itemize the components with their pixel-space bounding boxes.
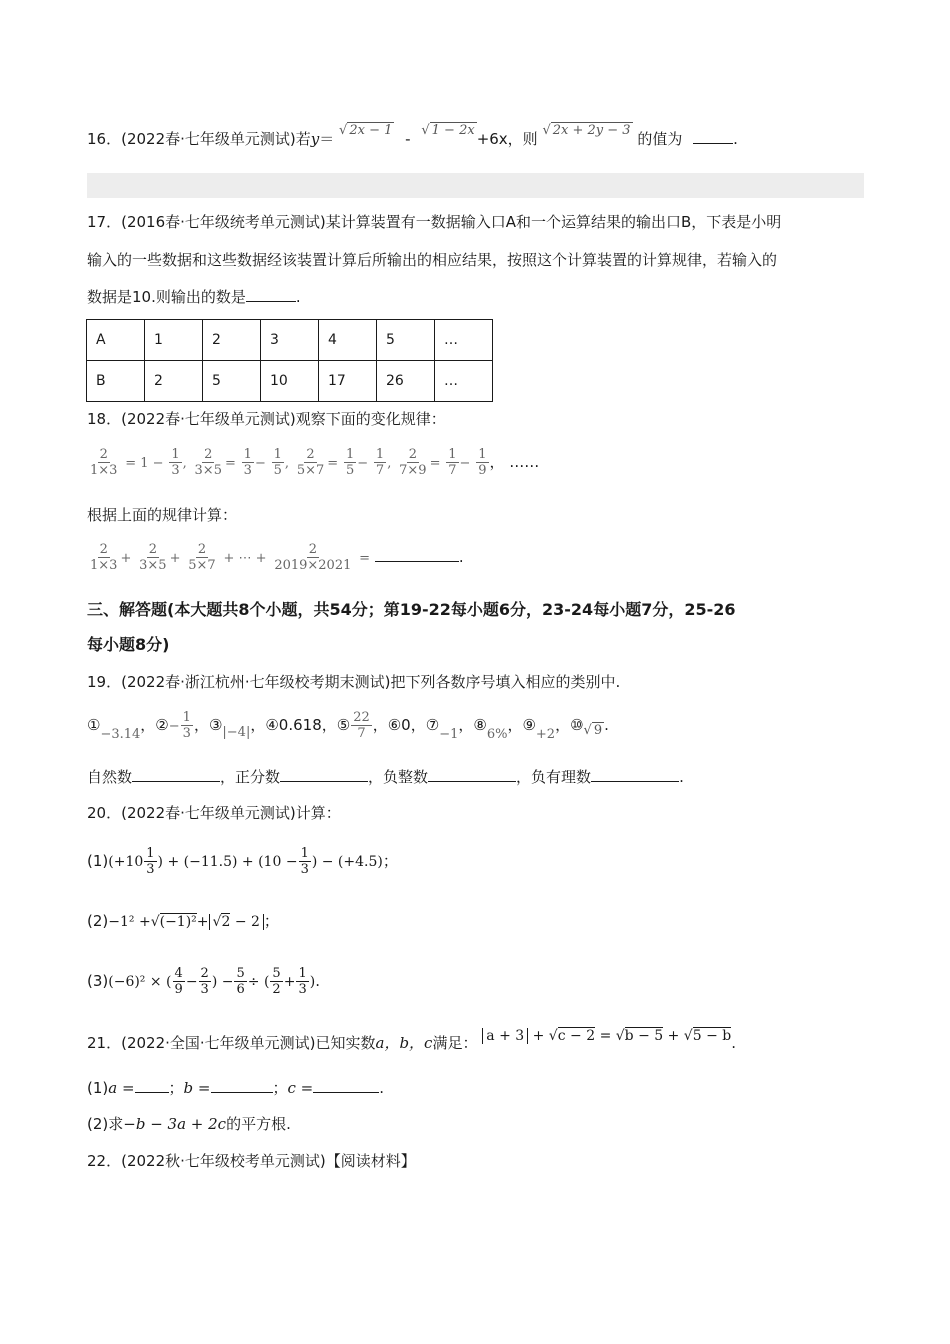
q18-pattern: $\frac{2}{1\times 3}$ = 1 − $\frac{1}{3}$ , $\frac{2}{3\times 5}$ = $\frac{1}{3}$ − $\frac{1}{5}$ , $\frac{2}{5\times 7}$ = $\frac{1}{5}$ − $\frac{1}{7}$ , $\frac{2}{7\times 9}$ = $\frac{1}{7}$ − $\frac{1}{9}$ ， …… <box>90 447 540 478</box>
table-cell: … <box>435 361 493 402</box>
q16-suffix: 的值为 <box>637 130 683 148</box>
category-label: 自然数 <box>87 768 133 786</box>
q16-rad2: 1 − 2x <box>431 123 475 138</box>
fraction <box>272 447 284 478</box>
denominator: 1×3 <box>90 558 118 573</box>
fraction <box>446 447 458 478</box>
q18-sum: $\frac{2}{1\times 3}$ + $\frac{2}{3\times 5}$ + $\frac{2}{5\times 7}$ + ⋯ + $\frac{2}{2019\times 2021}$ = . <box>90 542 464 573</box>
q19-line1: 19．(2022春·浙江杭州·七年级校考期末测试)把下列各数序号填入相应的类别中. <box>87 673 621 691</box>
denominator: 5×7 <box>296 463 325 478</box>
q21-line1 <box>87 1030 736 1057</box>
q16-sqrt1: √ 2x − 1 <box>339 123 393 138</box>
c-blank[interactable] <box>313 1078 379 1093</box>
numerator: 5 <box>272 966 281 981</box>
denominator: 3×5 <box>139 558 167 573</box>
denominator: 9 <box>174 982 183 997</box>
expr-text: −1² + <box>108 914 151 930</box>
q18-line3: 根据上面的规律计算： <box>87 506 238 524</box>
fraction <box>144 846 156 877</box>
q20-part3 <box>87 963 320 1000</box>
section3-heading-1: 三、解答题(本大题共8个小题，共54分；第19-22每小题6分，23-24每小题7分，25-26 <box>87 600 736 619</box>
question-text: 的平方根. <box>226 1115 291 1133</box>
expr-text: ÷ ( <box>247 974 270 990</box>
fraction <box>199 966 211 997</box>
table-cell: 5 <box>377 320 435 361</box>
separator: ； <box>168 1079 184 1097</box>
q16-plus6x: +6x，则 <box>476 130 538 148</box>
question-text: 21．(2022·全国·七年级单元测试)已知实数 <box>87 1034 376 1052</box>
separator: ； <box>272 1079 288 1097</box>
expr-text: = <box>359 551 371 566</box>
q19-categories <box>87 766 684 788</box>
a-blank[interactable] <box>135 1078 169 1093</box>
numerator: 1 <box>478 447 487 462</box>
expr-text: ) − <box>211 974 234 990</box>
table-row <box>87 361 493 402</box>
radicand: 9 <box>593 723 603 738</box>
part-label: (1) <box>87 1079 109 1097</box>
fraction <box>295 447 326 478</box>
numerator: 1 <box>375 447 385 462</box>
table-cell: 2 <box>203 320 261 361</box>
numerator: 2 <box>197 542 207 557</box>
item-end: . <box>604 716 609 734</box>
denominator: 3 <box>146 862 155 877</box>
variables: a，b，c <box>375 1034 433 1052</box>
numerator: 1 <box>146 846 155 861</box>
fraction <box>296 966 308 997</box>
q21-equation: a + 3 + √c − 2 = √b − 5 + √5 − b <box>482 1028 731 1044</box>
q20-part2 <box>87 907 279 936</box>
radicand: c − 2 <box>557 1028 596 1044</box>
denominator: 5 <box>273 463 282 478</box>
b-blank[interactable] <box>211 1078 273 1093</box>
denominator: 3×5 <box>194 463 222 478</box>
expr-text: + ⋯ + <box>223 551 267 566</box>
fraction <box>193 447 224 478</box>
table-cell: … <box>435 320 493 361</box>
expr-text: ) + (−11.5) + (10 − <box>157 854 298 870</box>
q21-part2 <box>87 1113 291 1135</box>
numerator: 1 <box>243 447 252 462</box>
item-value: −4 <box>226 725 246 740</box>
q16-answer-blank[interactable] <box>693 129 733 144</box>
table-cell: 26 <box>377 361 435 402</box>
q17-line3-text: 数据是10.则输出的数是 <box>87 288 246 306</box>
expr-text: (+10 <box>108 854 144 870</box>
q17-line3 <box>87 286 301 308</box>
fraction <box>137 542 168 573</box>
expr-text: ) <box>309 974 316 990</box>
denominator: 2 <box>272 982 281 997</box>
denominator: 3 <box>200 982 209 997</box>
fraction <box>242 447 254 478</box>
question-text: 满足： <box>432 1034 478 1052</box>
q16-sqrt2: √ 1 − 2x <box>421 123 475 138</box>
fraction <box>272 542 353 573</box>
radicand: 2 <box>221 914 231 930</box>
expr-end: ； <box>263 912 279 930</box>
fraction <box>374 447 386 478</box>
fraction <box>234 966 246 997</box>
numerator: 5 <box>236 966 245 981</box>
table-cell: 4 <box>319 320 377 361</box>
fraction <box>88 542 119 573</box>
fraction <box>344 447 356 478</box>
q22-line1: 22．(2022秋·七年级校考单元测试)【阅读材料】 <box>87 1152 416 1170</box>
q16-sqrt3: √ 2x + 2y − 3 <box>542 123 631 138</box>
category-end: . <box>679 768 684 786</box>
table-cell: A <box>87 320 145 361</box>
q16-y: y <box>310 130 320 148</box>
expression: −b − 3a + 2c <box>123 1115 227 1133</box>
absolute-value: √2 − 2 <box>209 914 264 930</box>
q16-minus: - <box>405 130 411 148</box>
q16 <box>87 123 738 152</box>
q16-rad3: 2x + 2y − 3 <box>552 123 631 138</box>
item-marker: ，③ <box>193 716 223 734</box>
fraction <box>186 542 217 573</box>
q17-answer-blank[interactable] <box>246 287 296 302</box>
absolute-value: a + 3 <box>482 1028 528 1044</box>
table-row <box>87 320 493 361</box>
expr-end: . <box>315 972 320 990</box>
q20-part1 <box>87 843 398 880</box>
table-cell: 3 <box>261 320 319 361</box>
part-label: (3) <box>87 972 109 990</box>
fraction <box>173 966 185 997</box>
separator-bar <box>87 173 864 198</box>
numerator: 22 <box>353 710 370 725</box>
numerator: 2 <box>408 447 417 462</box>
numerator: 1 <box>345 447 355 462</box>
denominator: 5×7 <box>188 558 216 573</box>
numerator: 1 <box>182 710 191 725</box>
numerator: 1 <box>171 447 180 462</box>
negative-rational-blank[interactable] <box>591 767 679 782</box>
denominator: 9 <box>478 463 487 478</box>
numerator: 2 <box>148 542 157 557</box>
variable-label: c = <box>287 1079 314 1097</box>
part-label: (1) <box>87 852 109 870</box>
q18-line1: 18．(2022春·七年级单元测试)观察下面的变化规律： <box>87 410 446 428</box>
variable-label: a = <box>108 1079 135 1097</box>
item-value: 6% <box>486 727 508 742</box>
table-cell: 10 <box>261 361 319 402</box>
radicand: b − 5 <box>624 1028 664 1044</box>
fraction <box>351 710 372 741</box>
table-cell: B <box>87 361 145 402</box>
fraction <box>476 447 488 478</box>
q17-line1: 17．(2016春·七年级统考单元测试)某计算装置有一数据输入口A和一个运算结果的输出口B，下表是小明 <box>87 213 782 231</box>
category-label: ，负有理数 <box>516 768 592 786</box>
q21-part1 <box>87 1077 384 1099</box>
table-cell: 5 <box>203 361 261 402</box>
numerator: 2 <box>306 447 315 462</box>
q16-num: 16． <box>87 130 122 148</box>
denominator: 3 <box>300 862 309 877</box>
item-marker: ，② <box>140 716 169 734</box>
numerator: 1 <box>298 966 307 981</box>
ellipsis: …… <box>509 453 540 471</box>
fraction <box>181 710 193 741</box>
natural-number-blank[interactable] <box>132 767 220 782</box>
numerator: 2 <box>204 447 213 462</box>
denominator: 7 <box>357 726 366 741</box>
question-end: . <box>731 1034 737 1052</box>
operator: = <box>599 1028 612 1044</box>
fraction <box>299 846 311 877</box>
q18-answer-blank[interactable] <box>375 547 459 562</box>
radicand: (−1)² <box>159 914 197 930</box>
positive-fraction-blank[interactable] <box>280 767 368 782</box>
denominator: 2019×2021 <box>274 558 352 573</box>
q16-rad1: 2x − 1 <box>349 123 393 138</box>
category-label: ，负整数 <box>368 768 429 786</box>
fraction <box>397 447 428 478</box>
denominator: 6 <box>236 982 245 997</box>
fraction <box>88 447 119 478</box>
expr-text: = 1 − <box>125 456 164 471</box>
item-marker: ，⑨ <box>507 716 536 734</box>
q19-items: ①−3.14，②− $\frac{1}{3}$ ，③|−4|，④0.618，⑤ $\frac{22}{7}$ ，⑥0，⑦−1，⑧6%，⑨+2，⑩√ 9 . <box>87 710 609 742</box>
q16-prefix: 若 <box>295 130 311 148</box>
expr-text: ) − (+4.5) <box>311 854 383 870</box>
numerator: 4 <box>174 966 183 981</box>
q16-end: . <box>733 130 738 148</box>
numerator: 2 <box>99 542 108 557</box>
expr-end: ； <box>382 852 398 870</box>
q16-eq: ＝ <box>319 130 335 148</box>
q17-table <box>86 319 493 402</box>
q16-source: (2022春·七年级单元测试) <box>121 130 296 148</box>
table-cell: 17 <box>319 361 377 402</box>
numerator: 1 <box>448 447 457 462</box>
numerator: 1 <box>273 447 282 462</box>
denominator: 3 <box>171 463 180 478</box>
table-cell: 1 <box>145 320 203 361</box>
denominator: 7×9 <box>399 463 427 478</box>
numerator: 2 <box>308 542 317 557</box>
item-marker: ，⑧ <box>458 716 487 734</box>
item-value: −1 <box>439 727 459 742</box>
denominator: 7 <box>375 463 385 478</box>
operator: + <box>667 1028 680 1044</box>
fraction <box>270 966 282 997</box>
sqrt: √ 9 <box>583 723 603 738</box>
item-marker: ，⑩ <box>555 716 584 734</box>
table-cell: 2 <box>145 361 203 402</box>
fraction <box>169 447 181 478</box>
denominator: 1×3 <box>90 463 118 478</box>
denominator: 5 <box>345 463 355 478</box>
variable-label: b = <box>183 1079 211 1097</box>
q17-line2: 输入的一些数据和这些数据经该装置计算后所输出的相应结果，按照这个计算装置的计算规律，若输入的 <box>87 251 778 269</box>
item-value: −3.14 <box>100 727 141 742</box>
numerator: 2 <box>99 447 108 462</box>
expr-text: + <box>196 914 209 930</box>
q17-line3-end: . <box>295 288 301 306</box>
item-marker: ① <box>87 716 101 734</box>
item-value: +2 <box>535 727 556 742</box>
numerator: 2 <box>200 966 209 981</box>
part-end: . <box>379 1079 385 1097</box>
denominator: 7 <box>448 463 457 478</box>
denominator: 3 <box>243 463 252 478</box>
denominator: 3 <box>182 726 191 741</box>
expr-text: + <box>283 974 296 990</box>
expr-text: − 2 <box>234 914 260 930</box>
expr-text: − <box>185 974 198 990</box>
numerator: 1 <box>300 846 309 861</box>
operator: + <box>532 1028 545 1044</box>
item-marker: ，⑥0，⑦ <box>372 716 440 734</box>
section3-heading-2: 每小题8分) <box>87 635 170 654</box>
negative-integer-blank[interactable] <box>428 767 516 782</box>
denominator: 3 <box>298 982 307 997</box>
sqrt: √(−1)² <box>150 914 197 930</box>
expr-text: (−6)² × ( <box>108 974 172 990</box>
item-marker: ，④0.618，⑤ <box>250 716 351 734</box>
radicand: 5 − b <box>692 1028 732 1044</box>
category-label: ，正分数 <box>220 768 281 786</box>
part-label: (2)求 <box>87 1115 124 1133</box>
q20-line1: 20．(2022春·七年级单元测试)计算： <box>87 804 341 822</box>
q18-end: . <box>458 548 464 566</box>
part-label: (2) <box>87 912 109 930</box>
